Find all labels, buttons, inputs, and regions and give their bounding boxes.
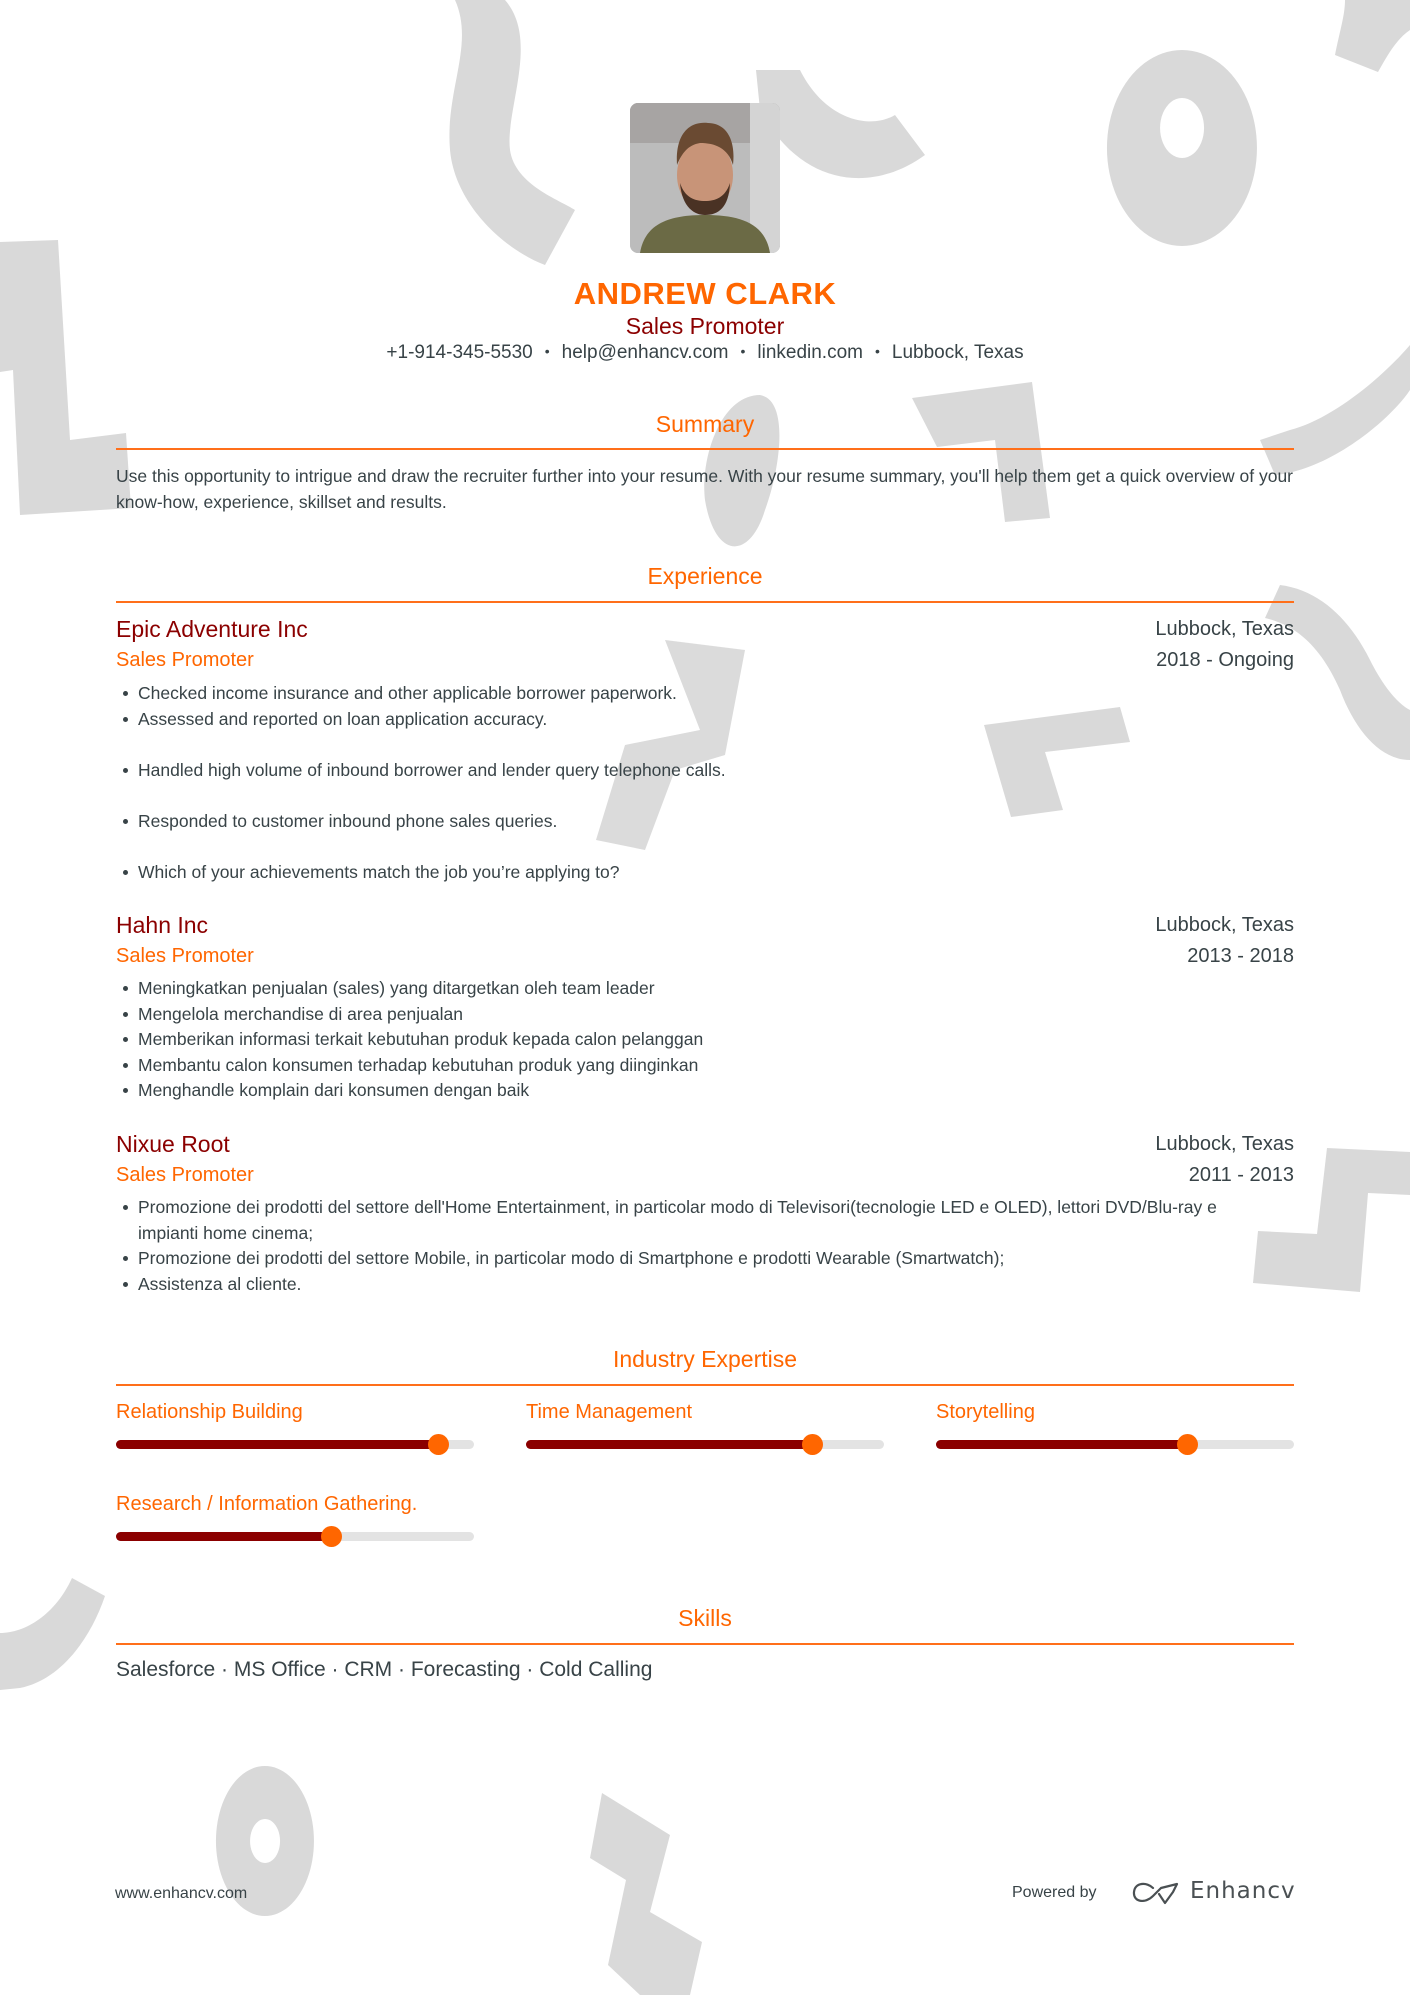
expertise-label: Relationship Building	[116, 1401, 303, 1423]
section-title-skills: Skills	[678, 1605, 732, 1631]
bullet-item: Assistenza al cliente.	[116, 1272, 1281, 1298]
section-title-industry-expertise: Industry Expertise	[612, 1346, 798, 1372]
phone-number[interactable]: +1-914-345-5530	[386, 342, 533, 363]
bullet-item: Responded to customer inbound phone sales queries.	[116, 809, 1294, 835]
contact-info	[0, 342, 1410, 364]
job-dates: 2018 - Ongoing	[1156, 649, 1294, 671]
bullet-item: Promozione dei prodotti del settore Mobile, in particolar modo di Smartphone e prodotti Wearable (Smartwatch);	[116, 1246, 1281, 1272]
section-title-summary: Summary	[655, 411, 755, 437]
bullet-item: Assessed and reported on loan application accuracy.	[116, 707, 1294, 733]
bullet-item: Handled high volume of inbound borrower and lender query telephone calls.	[116, 758, 1294, 784]
separator-dot: •	[740, 343, 746, 359]
person-avatar-icon	[630, 103, 780, 253]
enhancv-logo-text: Enhancv	[1190, 1878, 1296, 1904]
bullet-item: Mengelola merchandise di area penjualan	[116, 1002, 1294, 1028]
expertise-label: Research / Information Gathering.	[116, 1493, 418, 1515]
bullet-item: Promozione dei prodotti del settore dell'Home Entertainment, in particolar modo di Televisori(tecnologie LED e OLED), lettori DVD/Blu-ray e impianti home cinema;	[116, 1195, 1281, 1246]
section-divider	[116, 1643, 1294, 1645]
bar-fill	[116, 1440, 438, 1449]
powered-by-label: Powered by	[1012, 1884, 1097, 1901]
bullet-item: Memberikan informasi terkait kebutuhan produk kepada calon pelanggan	[116, 1027, 1294, 1053]
job-bullets	[116, 976, 1294, 1104]
bar-fill	[526, 1440, 812, 1449]
linkedin-link[interactable]: linkedin.com	[757, 342, 863, 363]
footer-website-link[interactable]: www.enhancv.com	[115, 1885, 248, 1902]
expertise-level-bar	[526, 1440, 884, 1449]
expertise-label: Time Management	[526, 1401, 692, 1423]
bullet-item: Meningkatkan penjualan (sales) yang ditargetkan oleh team leader	[116, 976, 1294, 1002]
expertise-level-bar	[116, 1532, 474, 1541]
expertise-level-bar	[116, 1440, 474, 1449]
expertise-level-bar	[936, 1440, 1294, 1449]
job-bullets	[116, 1195, 1281, 1297]
expertise-label: Storytelling	[936, 1401, 1035, 1423]
job-location: Lubbock, Texas	[1155, 914, 1294, 936]
bar-fill	[936, 1440, 1187, 1449]
bar-fill	[116, 1532, 331, 1541]
job-location: Lubbock, Texas	[1155, 1133, 1294, 1155]
section-divider	[116, 1384, 1294, 1386]
bullet-item: Checked income insurance and other applicable borrower paperwork.	[116, 681, 1294, 707]
company-name: Epic Adventure Inc	[116, 616, 308, 642]
job-role: Sales Promoter	[116, 1164, 254, 1186]
job-dates: 2013 - 2018	[1187, 945, 1294, 967]
summary-text: Use this opportunity to intrigue and draw the recruiter further into your resume. With your resume summary, you'll help them get a quick overview of your know-how, experience, skillset and results.	[116, 466, 1294, 512]
job-bullets	[116, 681, 1294, 885]
company-name: Nixue Root	[116, 1131, 230, 1157]
bar-thumb	[802, 1434, 823, 1455]
company-name: Hahn Inc	[116, 912, 209, 938]
job-role: Sales Promoter	[116, 945, 254, 967]
separator-dot: •	[874, 343, 880, 359]
job-role: Sales Promoter	[116, 649, 254, 671]
location: Lubbock, Texas	[891, 342, 1024, 363]
section-title-experience: Experience	[647, 563, 763, 589]
email-link[interactable]: help@enhancv.com	[561, 342, 729, 363]
job-dates: 2011 - 2013	[1188, 1164, 1294, 1186]
candidate-name: ANDREW CLARK	[573, 276, 837, 311]
profile-photo	[630, 103, 780, 253]
bar-thumb	[321, 1526, 342, 1547]
bullet-item: Membantu calon konsumen terhadap kebutuhan produk yang diinginkan	[116, 1053, 1294, 1079]
bullet-item: Menghandle komplain dari konsumen dengan baik	[116, 1078, 1294, 1104]
section-divider	[116, 601, 1294, 603]
bullet-item: Which of your achievements match the job you’re applying to?	[116, 860, 1294, 886]
skills-list: Salesforce · MS Office · CRM · Forecasting · Cold Calling	[116, 1658, 653, 1681]
separator-dot: •	[544, 343, 550, 359]
bar-thumb	[1177, 1434, 1198, 1455]
enhancv-logo-icon	[1131, 1880, 1179, 1906]
job-location: Lubbock, Texas	[1155, 618, 1294, 640]
bar-thumb	[428, 1434, 449, 1455]
section-divider	[116, 448, 1294, 450]
candidate-headline: Sales Promoter	[625, 313, 785, 339]
